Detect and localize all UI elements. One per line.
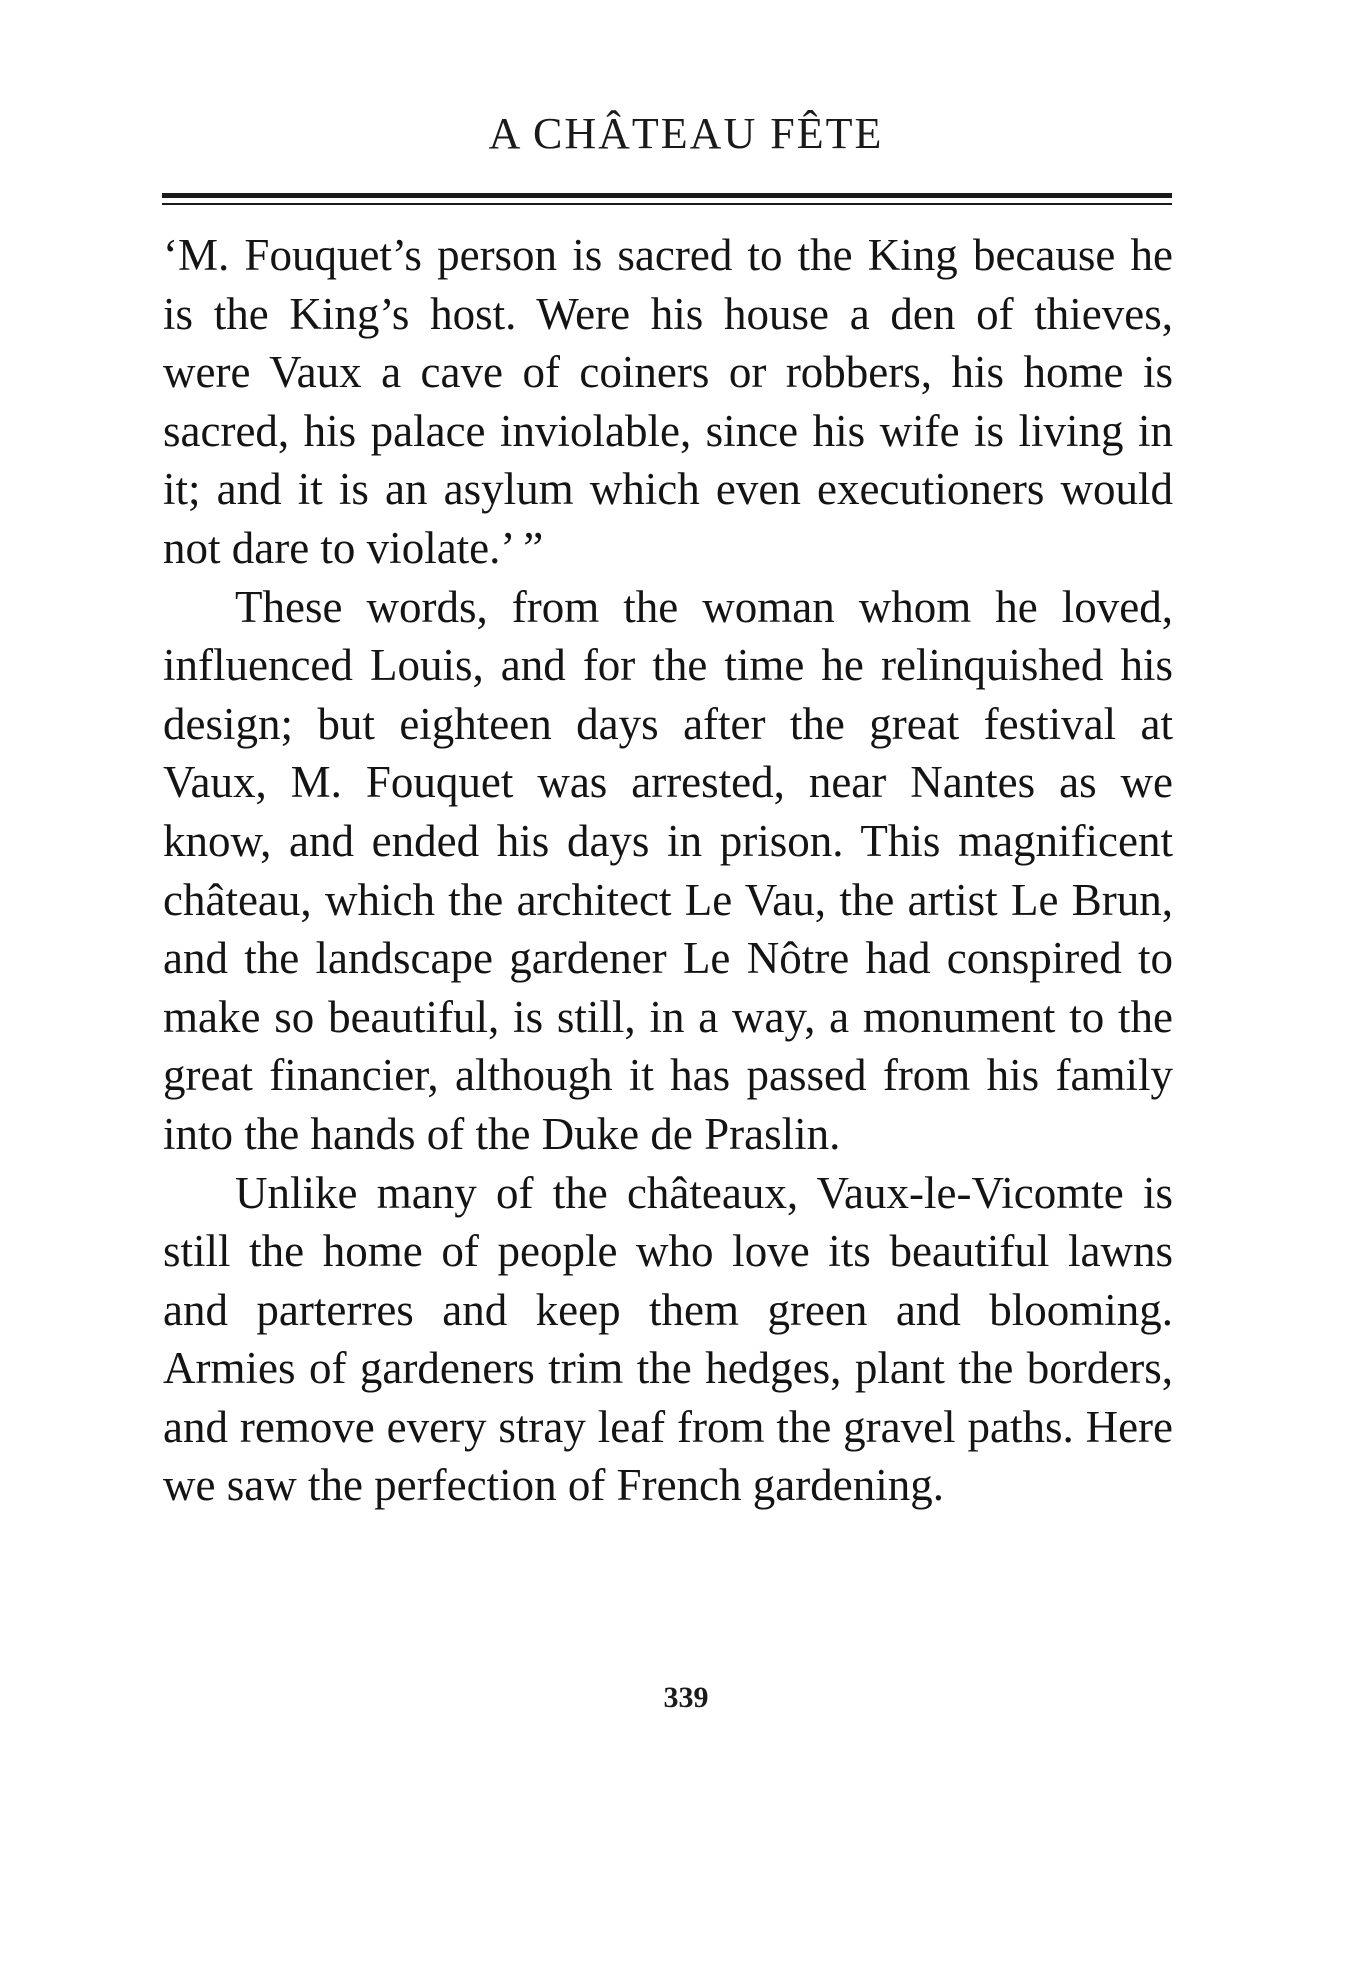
page-number: 339 — [663, 1681, 709, 1714]
paragraph-fouquet-arrest: These words, from the woman whom he loved, influenced Louis, and for the time he relinquished his design; but eighteen days after the great festival at Vaux, M. Fouquet was arrested, near Nantes as we know, and ended his days in prison. This magnificent château, which the architect Le Vau, the artist Le Brun, and the landscape gardener Le Nôtre had conspired to make so beautiful, is still, in a way, a monument to the great financier, although it has passed from his family into the hands of the Duke de Praslin. — [163, 581, 1173, 1159]
body-text — [163, 226, 1173, 1515]
header-rule-thick — [162, 193, 1172, 198]
paragraph-vaux-gardens: Unlike many of the châteaux, Vaux-le-Vicomte is still the home of people who love its beautiful lawns and parterres and keep them green and blooming. Armies of gardeners trim the hedges, plant the borders, and remove every stray leaf from the gravel paths. Here we saw the perfection of French gardening. — [163, 1167, 1173, 1511]
header-rule-thin — [162, 203, 1172, 205]
paragraph-quote-continuation: ‘M. Fouquet’s person is sacred to the King because he is the King’s host. Were his house a den of thieves, were Vaux a cave of coiners or robbers, his home is sacred, his palace inviolable, since his wife is living in it; and it is an asylum which even executioners would not dare to violate.’ ” — [163, 230, 1173, 573]
running-head: A CHÂTEAU FÊTE — [488, 109, 884, 158]
